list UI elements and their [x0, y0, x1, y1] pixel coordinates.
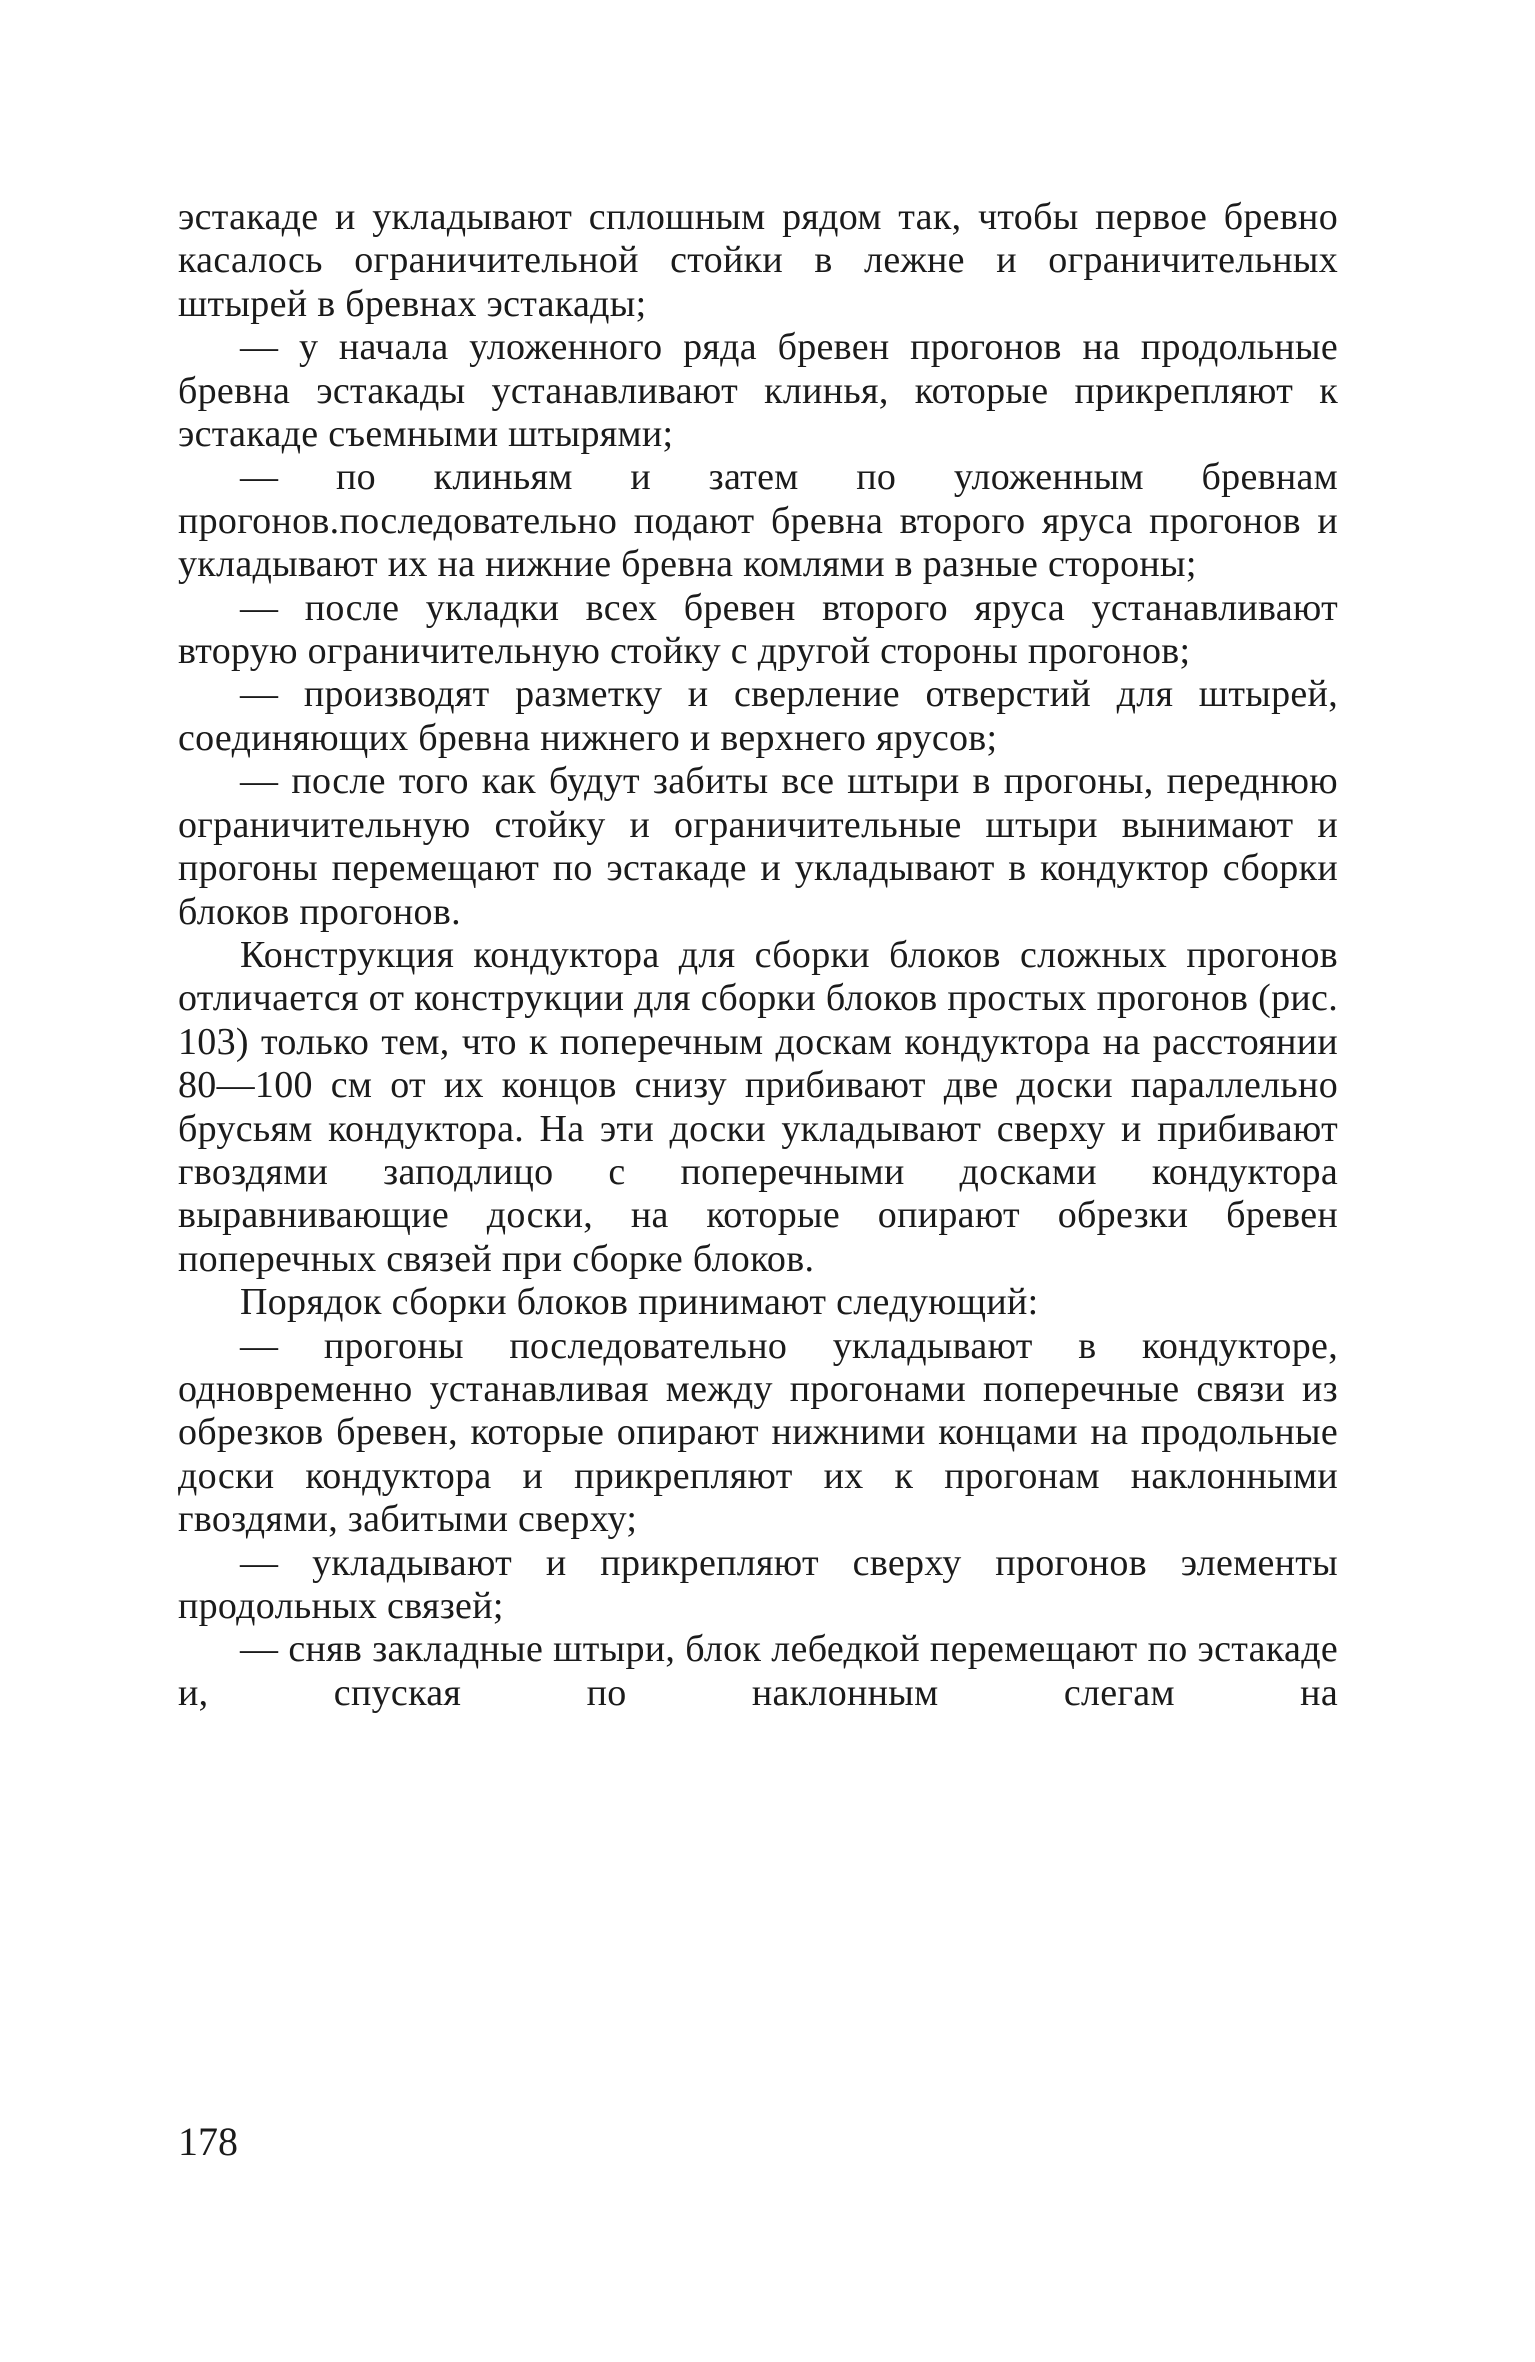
paragraph-jig-construction: Конструкция кондуктора для сборки блоков сложных прогонов отличается от конструкции для сборки блоков простых прогонов (рис. 103) только тем, что к поперечным доскам кондуктора на расстоянии 80—100 см от их концов снизу прибивают две доски параллельно брусьям кондуктора. На эти доски укладывают сверху и прибивают гвоздями заподлицо с поперечными досками кондуктора выравнивающие доски, на которые опирают обрезки бревен поперечных связей при сборке блоков. [178, 933, 1338, 1280]
page-number: 178 [178, 2119, 238, 2164]
body-text [178, 196, 1338, 1715]
paragraph-step-second-tier: — по клиньям и затем по уложенным бревнам прогонов.последовательно подают бревна второго яруса прогонов и укладывают их на нижние бревна комлями в разные стороны; [178, 456, 1338, 586]
paragraph-assembly-order: Порядок сборки блоков принимают следующий: [240, 1281, 1039, 1324]
paragraph-step-drilling: — производят разметку и сверление отверстий для штырей, соединяющих бревна нижнего и верхнего ярусов; [178, 673, 1338, 759]
paragraph-step-longitudinal: — укладывают и прикрепляют сверху прогонов элементы продольных связей; [178, 1541, 1338, 1627]
paragraph-step-second-post: — после укладки всех бревен второго яруса устанавливают вторую ограничительную стойку с другой стороны прогонов; [178, 586, 1338, 673]
paragraph-step-move: — после того как будут забиты все штыри в прогоны, переднюю ограничительную стойку и ограничительные штыри вынимают и прогоны перемещают по эстакаде и укладывают в кондуктор сборки блоков прогонов. [178, 760, 1338, 933]
paragraph-step-winch: — сняв закладные штыри, блок лебедкой перемещают по эстакаде и, спуская по наклонным слегам на [178, 1628, 1338, 1714]
paragraph-step-laying: — прогоны последовательно укладывают в кондукторе, одновременно устанавливая между прогонами поперечные связи из обрезков бревен, которые опирают нижними концами на продольные доски кондуктора и прикрепляют их к прогонам наклонными гвоздями, забитыми сверху; [178, 1324, 1338, 1541]
paragraph-step-wedges: — у начала уложенного ряда бревен прогонов на продольные бревна эстакады устанавливают клинья, которые прикрепляют к эстакаде съемными штырями; [178, 326, 1338, 456]
paragraph-continuation: эстакаде и укладывают сплошным рядом так, чтобы первое бревно касалось ограничительной стойки в лежне и ограничительных штырей в бревнах эстакады; [178, 196, 1338, 325]
